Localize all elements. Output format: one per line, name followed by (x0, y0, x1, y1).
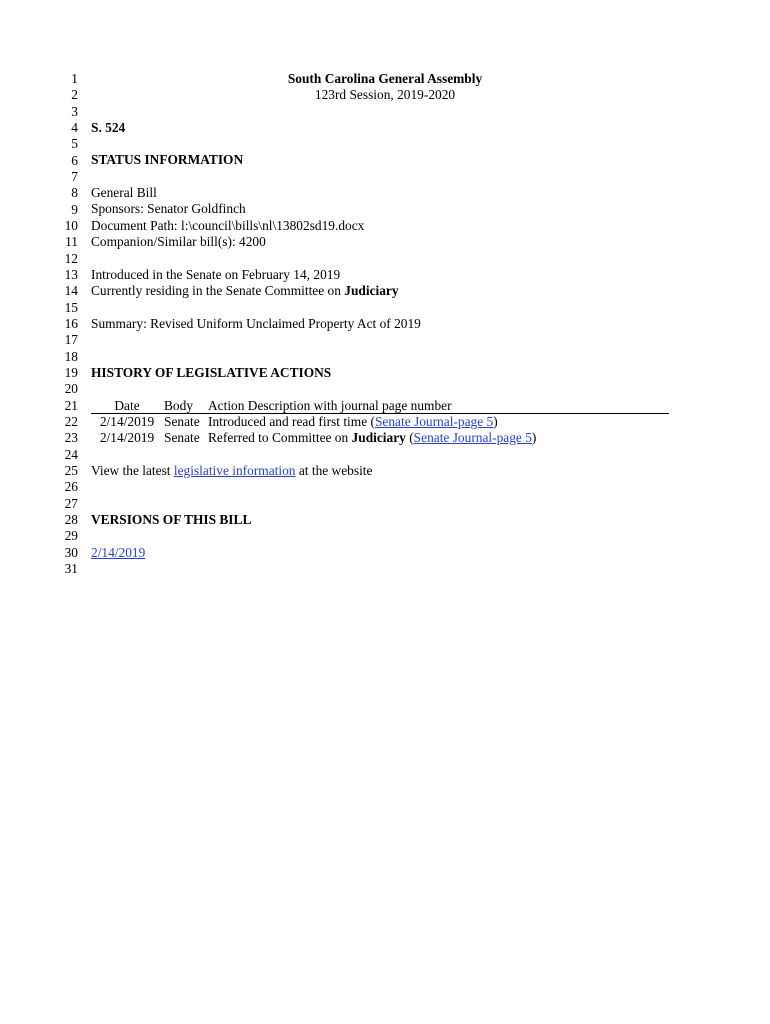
line-number: 26 (64, 479, 78, 494)
bill-number: S. 524 (91, 120, 126, 135)
line-number: 8 (71, 185, 78, 200)
line-number: 12 (64, 251, 78, 266)
row-body: Senate (164, 430, 200, 445)
line-number: 20 (64, 381, 78, 396)
column-body: Body (164, 398, 194, 413)
session-label: 123rd Session, 2019-2020 (314, 87, 456, 102)
line-number: 6 (71, 153, 78, 168)
line-number: 11 (65, 234, 78, 249)
row-date: 2/14/2019 (99, 414, 155, 429)
line-number: 24 (64, 447, 78, 462)
versions-heading: VERSIONS OF THIS BILL (91, 512, 252, 527)
sponsors: Sponsors: Senator Goldfinch (91, 201, 246, 216)
committee-name: Judiciary (344, 283, 399, 298)
line-number: 19 (64, 365, 78, 380)
column-action: Action Description with journal page number (208, 398, 452, 413)
line-number: 17 (64, 332, 78, 347)
legislative-information-link[interactable]: legislative information (173, 463, 296, 478)
line-number: 5 (71, 136, 78, 151)
companion-bills: Companion/Similar bill(s): 4200 (91, 234, 266, 249)
line-number: 29 (64, 528, 78, 543)
senate-journal-link[interactable]: Senate Journal-page 5 (374, 414, 494, 429)
row-action: Referred to Committee on Judiciary (Senate Journal-page 5) (208, 430, 537, 445)
current-committee: Currently residing in the Senate Committee on Judiciary (91, 283, 399, 298)
row-body: Senate (164, 414, 200, 429)
document-path: Document Path: l:\council\bills\nl\13802sd19.docx (91, 218, 365, 233)
version-list-item (91, 545, 145, 561)
senate-journal-link[interactable]: Senate Journal-page 5 (413, 430, 532, 445)
line-number: 4 (71, 120, 78, 135)
bill-summary: Summary: Revised Uniform Unclaimed Property Act of 2019 (91, 316, 421, 331)
line-number: 10 (64, 218, 78, 233)
line-number: 25 (64, 463, 78, 478)
line-number: 13 (64, 267, 78, 282)
line-number: 18 (64, 349, 78, 364)
assembly-title: South Carolina General Assembly (287, 71, 483, 86)
bill-type: General Bill (91, 185, 157, 200)
line-number: 3 (71, 104, 78, 119)
latest-info-line: View the latest legislative information at the website (91, 463, 373, 478)
line-number: 2 (71, 87, 78, 102)
introduced-date: Introduced in the Senate on February 14, 2019 (91, 267, 341, 282)
history-heading: HISTORY OF LEGISLATIVE ACTIONS (91, 365, 332, 380)
line-number: 16 (64, 316, 78, 331)
row-action: Introduced and read first time (Senate Journal-page 5) (208, 414, 498, 429)
column-date: Date (114, 398, 140, 413)
history-table-header (91, 398, 669, 414)
line-number: 23 (64, 430, 78, 445)
line-number: 7 (71, 169, 78, 184)
line-number: 28 (64, 512, 78, 527)
line-number: 30 (64, 545, 78, 560)
line-number: 27 (64, 496, 78, 511)
line-number: 9 (71, 202, 78, 217)
version-link[interactable]: 2/14/2019 (91, 545, 146, 560)
line-number: 1 (71, 71, 78, 86)
line-number: 21 (64, 398, 78, 413)
line-number: 31 (64, 561, 78, 576)
line-number: 15 (64, 300, 78, 315)
status-heading: STATUS INFORMATION (91, 152, 244, 167)
line-number: 14 (64, 283, 78, 298)
row-date: 2/14/2019 (99, 430, 155, 445)
line-number: 22 (64, 414, 78, 429)
